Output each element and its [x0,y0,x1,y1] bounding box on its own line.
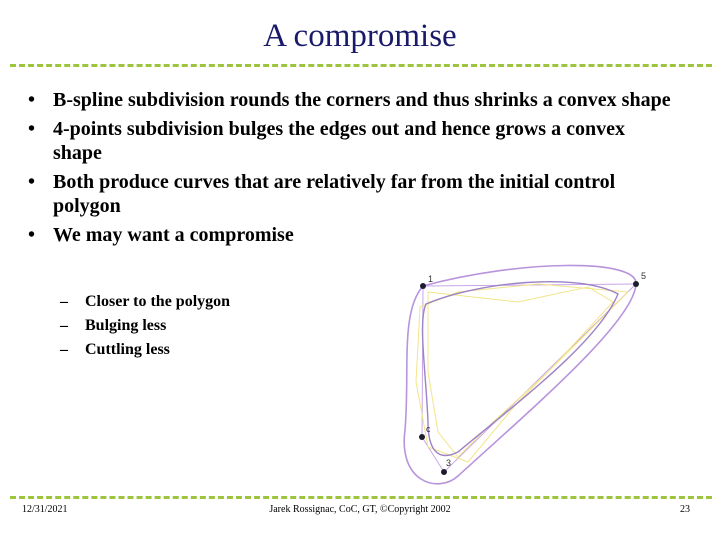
sub-bullet-text: Cuttling less [85,341,170,358]
sub-bullet-dash: – [60,341,68,358]
bullet-text: We may want a compromise [53,224,294,246]
control-point [633,281,639,287]
bullet-item [26,117,706,165]
sub-bullet-item [60,290,230,314]
subdivision-curves-figure [398,262,660,492]
bullet-dot: • [28,89,36,111]
sub-bullet-text: Bulging less [85,317,167,334]
point-label-1: 1 [428,274,434,284]
subdivision-polygon-yellow-2 [416,284,628,462]
point-label-5: 5 [641,271,647,281]
footer-date: 12/31/2021 [22,504,68,515]
sub-bullet-dash: – [60,317,68,334]
title-divider [10,64,712,67]
bullet-item [26,88,706,112]
control-point [419,434,425,440]
bullet-dot: • [28,118,36,140]
control-point [420,283,426,289]
sub-bullet-item [60,314,230,338]
bspline-curve [423,282,618,456]
sub-bullet-item [60,338,230,362]
bullet-item [26,170,706,218]
bullet-text: B-spline subdivision rounds the corners and thus shrinks a convex shape [53,89,671,111]
page-number: 23 [680,504,690,515]
sub-bullet-list [60,290,230,362]
sub-bullet-text: Closer to the polygon [85,293,231,310]
bullet-dot: • [28,171,36,193]
point-label-c: c [426,424,431,434]
bullet-list [26,88,706,252]
bullet-text: 4-points subdivision bulges the edges out and hence grows a convex shape [53,118,625,164]
footer-divider [10,496,712,499]
slide-title: A compromise [263,18,457,54]
point-label-3: 3 [446,458,452,468]
footer-credit: Jarek Rossignac, CoC, GT, ©Copyright 2002 [269,504,451,515]
subdivision-polygon-yellow [428,287,613,457]
control-point [441,469,447,475]
sub-bullet-dash: – [60,293,68,310]
bullet-dot: • [28,224,36,246]
bullet-item [26,223,706,247]
bullet-text: Both produce curves that are relatively far from the initial control polygon [53,171,616,217]
